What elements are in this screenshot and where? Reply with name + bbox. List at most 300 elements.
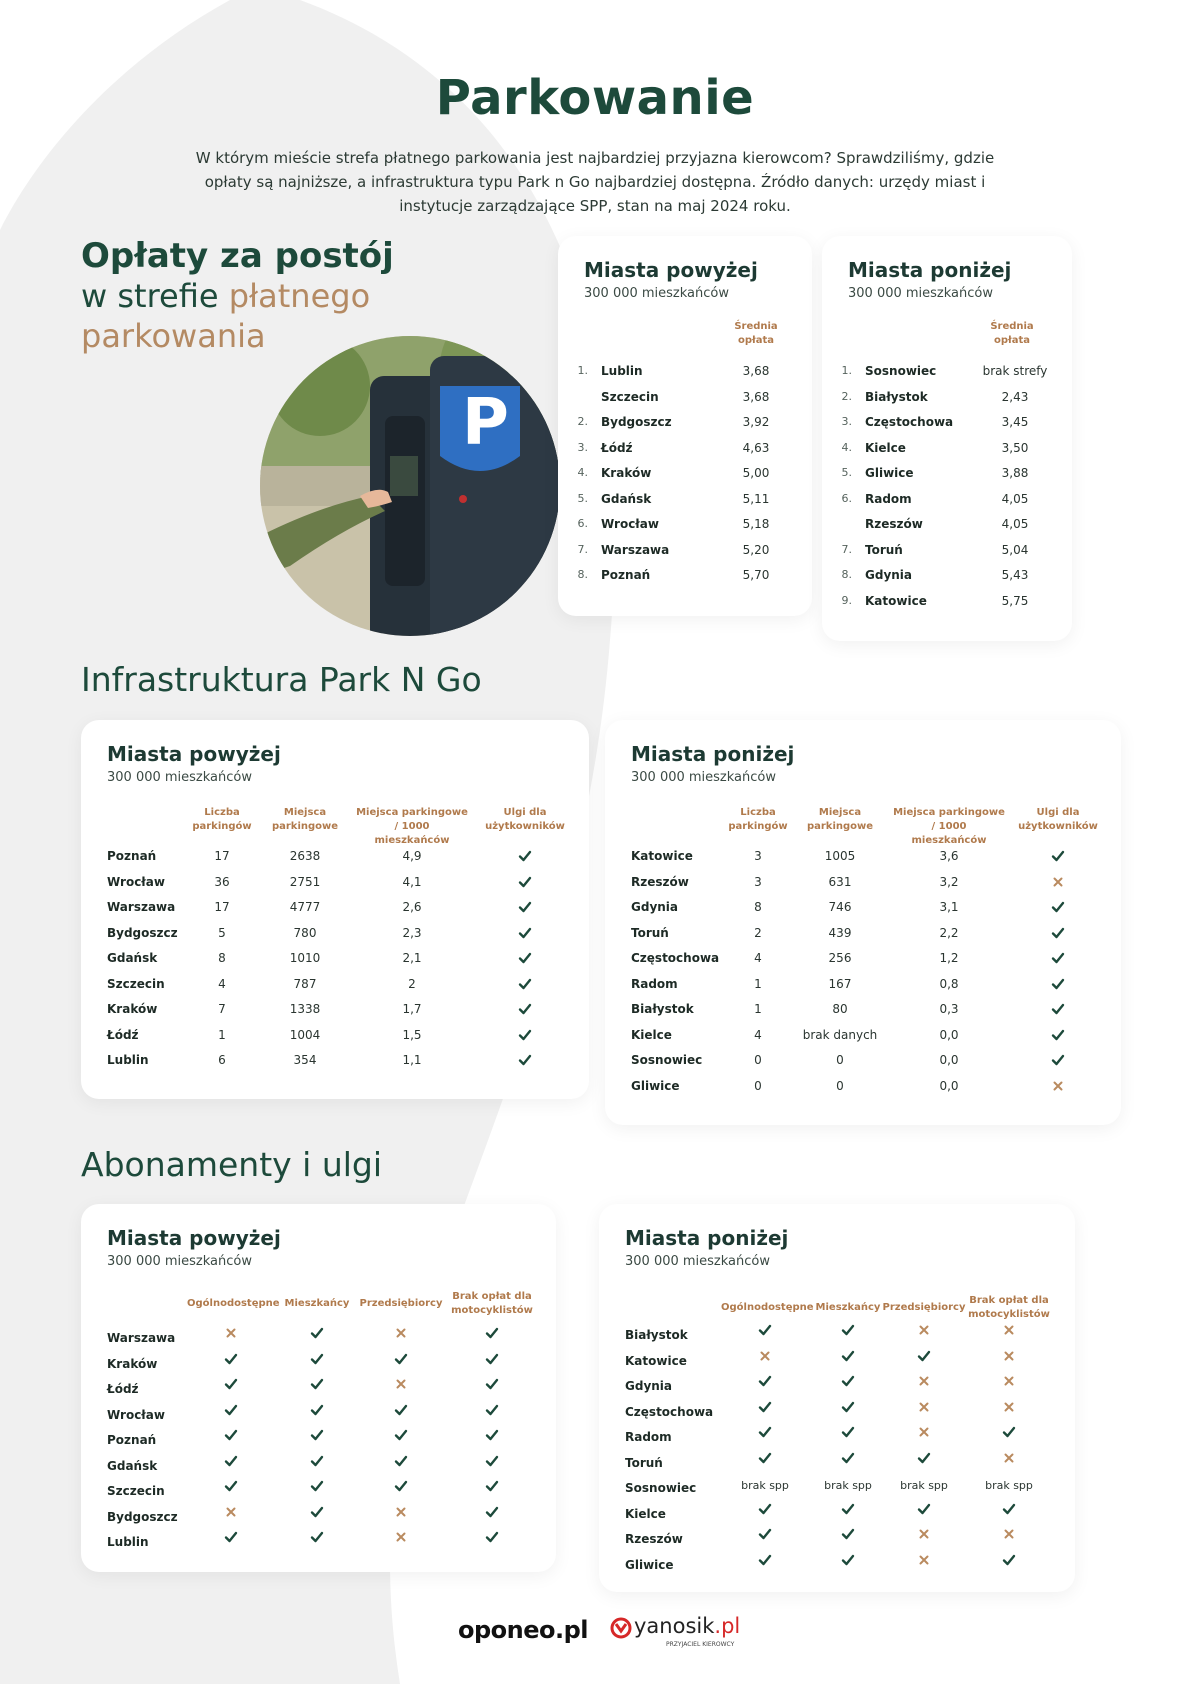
- col-header: Ogólnodostępne: [721, 1302, 814, 1313]
- col-header: Liczba parkingów: [728, 807, 788, 832]
- avg-fee: 3,50: [1001, 440, 1029, 455]
- spaces-per-1000: 2,2: [939, 925, 959, 940]
- parking-lots: 8: [218, 951, 226, 965]
- check-icon: [917, 1349, 931, 1363]
- cross-icon: [224, 1505, 238, 1519]
- yanosik-word: yanosik: [634, 1614, 715, 1638]
- city-name: Białystok: [865, 389, 928, 404]
- spaces-per-1000: 0,0: [939, 1078, 959, 1093]
- check-icon: [310, 1505, 324, 1519]
- parking-lots: 17: [214, 849, 230, 863]
- city-name: Gdynia: [631, 900, 679, 914]
- check-icon: [841, 1400, 855, 1414]
- spaces-per-1000: 4,1: [402, 874, 422, 889]
- parking-lots: 6: [218, 1053, 226, 1067]
- city-name: Katowice: [865, 593, 927, 608]
- check-icon: [917, 1502, 931, 1516]
- parking-spaces: 1004: [289, 1027, 321, 1042]
- avg-fee: 2,43: [1001, 389, 1029, 404]
- card-title: Miasta powyżej: [584, 258, 758, 282]
- check-icon: [485, 1530, 499, 1544]
- parking-lots: 3: [754, 874, 762, 889]
- city-name: Wrocław: [601, 517, 659, 531]
- spaces-per-1000: 2,6: [402, 900, 422, 914]
- fees-subheading-accent: płatnego: [228, 277, 371, 315]
- check-icon: [518, 926, 532, 940]
- check-icon: [917, 1451, 931, 1465]
- intro-text: W którym mieście strefa płatnego parkowania jest najbardziej przyjazna kierowcom? Sprawdziliśmy, gdzie opłaty są najniższe, a infrastruktura typu Park n Go najbardziej dostępna. Źródło danych: urzędy miast i instytucje zarządzające SPP, stan na maj 2024 roku.: [195, 149, 995, 215]
- avg-fee: 4,63: [742, 440, 770, 455]
- check-icon: [518, 977, 532, 991]
- city-name: Łódź: [107, 1027, 139, 1042]
- rank-number: [568, 389, 588, 405]
- check-icon: [758, 1374, 772, 1388]
- check-icon: [758, 1553, 772, 1567]
- page-title: Parkowanie: [435, 70, 755, 126]
- city-name: Radom: [625, 1430, 672, 1444]
- city-name: Bydgoszcz: [601, 415, 672, 429]
- parking-spaces: 787: [293, 976, 317, 991]
- city-name: Gdańsk: [601, 491, 652, 506]
- city-name: Szczecin: [107, 1484, 165, 1498]
- pngo-above-card: [81, 720, 589, 1099]
- parking-spaces: 4777: [289, 900, 321, 914]
- city-name: Sosnowiec: [865, 364, 937, 378]
- city-name: Warszawa: [107, 1331, 176, 1345]
- cross-icon: [1002, 1400, 1016, 1414]
- check-icon: [310, 1479, 324, 1493]
- card-subtitle: 300 000 mieszkańców: [625, 1254, 770, 1269]
- check-icon: [1002, 1425, 1016, 1439]
- city-name: Gdańsk: [107, 1458, 158, 1473]
- card-subtitle: 300 000 mieszkańców: [584, 286, 729, 301]
- check-icon: [310, 1403, 324, 1417]
- city-name: Poznań: [107, 849, 157, 863]
- avg-fee: 5,70: [742, 568, 770, 582]
- cell-value: brak spp: [741, 1479, 789, 1492]
- rank-number: 7.: [577, 542, 588, 556]
- col-header: Liczba parkingów: [192, 807, 252, 832]
- pngo-heading: Infrastruktura Park N Go: [81, 660, 482, 699]
- city-name: Gdynia: [865, 568, 913, 582]
- subs-above-card: [81, 1204, 556, 1572]
- check-icon: [485, 1428, 499, 1442]
- city-name: Częstochowa: [865, 415, 954, 429]
- parking-spaces: 631: [828, 874, 852, 889]
- yanosik-tagline: PRZYJACIEL KIEROWCY: [666, 1641, 735, 1648]
- parking-spaces: 2638: [289, 849, 321, 863]
- spaces-per-1000: 2,3: [402, 925, 422, 940]
- col-header: Przedsiębiorcy: [359, 1298, 443, 1309]
- card-subtitle: 300 000 mieszkańców: [107, 770, 252, 785]
- city-name: Kraków: [601, 466, 652, 480]
- city-name: Kielce: [625, 1506, 666, 1521]
- avg-fee: 3,68: [742, 364, 770, 378]
- check-icon: [1002, 1502, 1016, 1516]
- city-name: Toruń: [865, 542, 903, 557]
- avg-fee: 5,04: [1001, 542, 1029, 557]
- spaces-per-1000: 1,2: [939, 951, 959, 965]
- check-icon: [224, 1454, 238, 1468]
- cross-icon: [917, 1400, 931, 1414]
- card-subtitle: 300 000 mieszkańców: [631, 770, 776, 785]
- col-header: Miejsca parkingowe: [806, 807, 874, 832]
- check-icon: [485, 1326, 499, 1340]
- col-header: Ogólnodostępne: [187, 1298, 280, 1309]
- check-icon: [485, 1505, 499, 1519]
- fees-above-card: [558, 236, 812, 616]
- parking-spaces: 439: [828, 925, 852, 940]
- check-icon: [224, 1530, 238, 1544]
- check-icon: [224, 1479, 238, 1493]
- rank-number: 4.: [841, 440, 852, 454]
- cross-icon: [917, 1553, 931, 1567]
- check-icon: [394, 1479, 408, 1493]
- oponeo-logo: oponeo.pl: [458, 1616, 589, 1644]
- check-icon: [518, 1053, 532, 1067]
- parking-spaces: 2751: [289, 874, 321, 889]
- check-icon: [758, 1425, 772, 1439]
- spaces-per-1000: 4,9: [402, 849, 422, 863]
- city-name: Wrocław: [107, 1407, 165, 1422]
- check-icon: [758, 1451, 772, 1465]
- parking-lots: 36: [214, 874, 230, 889]
- card-title: Miasta poniżej: [848, 258, 1012, 282]
- card-subtitle: 300 000 mieszkańców: [848, 286, 993, 301]
- cross-icon: [1002, 1323, 1016, 1337]
- parking-sign-letter: P: [462, 386, 509, 460]
- rank-number: 9.: [841, 593, 852, 607]
- check-icon: [310, 1530, 324, 1544]
- col-header-avg-fee: Średnia opłata: [734, 321, 778, 346]
- city-name: Katowice: [625, 1353, 687, 1368]
- check-icon: [224, 1377, 238, 1391]
- cross-icon: [917, 1527, 931, 1541]
- city-name: Sosnowiec: [625, 1481, 697, 1495]
- footer-logos: [0, 1612, 1190, 1652]
- check-icon: [1051, 951, 1065, 965]
- check-icon: [224, 1428, 238, 1442]
- check-icon: [841, 1374, 855, 1388]
- parking-spaces: 1338: [289, 1002, 321, 1016]
- check-icon: [518, 875, 532, 889]
- col-header: Ulgi dla użytkowników: [485, 807, 565, 832]
- parking-lots: 8: [754, 900, 762, 914]
- avg-fee: 3,68: [742, 389, 770, 404]
- rank-number: 2.: [577, 415, 588, 428]
- cross-icon: [1002, 1451, 1016, 1465]
- check-icon: [518, 1028, 532, 1042]
- cross-icon: [394, 1326, 408, 1340]
- cross-icon: [1002, 1374, 1016, 1388]
- cross-icon: [758, 1349, 772, 1363]
- cross-icon: [1002, 1349, 1016, 1363]
- parking-lots: 0: [754, 1078, 762, 1093]
- parking-spaces: 0: [836, 1078, 844, 1093]
- yanosik-tld: .pl: [714, 1614, 741, 1638]
- avg-fee: 5,11: [742, 491, 770, 506]
- fees-below-card: [822, 236, 1072, 641]
- rank-number: 3.: [841, 415, 852, 428]
- check-icon: [1051, 1002, 1065, 1016]
- spaces-per-1000: 2,1: [402, 951, 422, 965]
- rank-number: [832, 516, 852, 532]
- city-name: Warszawa: [107, 900, 176, 914]
- check-icon: [485, 1352, 499, 1366]
- cross-icon: [394, 1505, 408, 1519]
- cell-value: brak spp: [985, 1479, 1033, 1492]
- card-title: Miasta poniżej: [631, 742, 795, 766]
- cross-icon: [394, 1377, 408, 1391]
- city-name: Łódź: [107, 1382, 139, 1396]
- parking-spaces: 1010: [289, 951, 321, 965]
- parking-lots: 5: [218, 925, 226, 940]
- check-icon: [518, 1002, 532, 1016]
- col-header: Mieszkańcy: [815, 1302, 881, 1313]
- rank-number: 8.: [577, 568, 588, 581]
- parking-spaces: 0: [836, 1053, 844, 1067]
- yanosik-icon: [610, 1617, 632, 1639]
- check-icon: [841, 1349, 855, 1363]
- card-subtitle: 300 000 mieszkańców: [107, 1254, 252, 1269]
- check-icon: [1051, 977, 1065, 991]
- city-name: Kraków: [107, 1002, 158, 1016]
- check-icon: [841, 1425, 855, 1439]
- spaces-per-1000: 3,1: [939, 900, 959, 914]
- parking-lots: 2: [754, 925, 762, 940]
- cell-value: brak spp: [824, 1479, 872, 1492]
- city-name: Lublin: [107, 1053, 149, 1067]
- city-name: Poznań: [107, 1433, 157, 1447]
- check-icon: [758, 1400, 772, 1414]
- parking-spaces: 256: [828, 951, 852, 965]
- city-name: Łódź: [601, 440, 633, 455]
- parking-spaces: 80: [832, 1002, 848, 1016]
- avg-fee: brak strefy: [982, 364, 1048, 378]
- check-icon: [310, 1326, 324, 1340]
- avg-fee: 5,18: [742, 517, 770, 531]
- city-name: Szczecin: [601, 389, 659, 404]
- spaces-per-1000: 3,2: [939, 874, 959, 889]
- city-name: Kraków: [107, 1356, 158, 1371]
- check-icon: [758, 1323, 772, 1337]
- city-name: Warszawa: [601, 542, 670, 557]
- pngo-below-card: [605, 720, 1121, 1125]
- check-icon: [485, 1377, 499, 1391]
- check-icon: [841, 1451, 855, 1465]
- check-icon: [1051, 926, 1065, 940]
- parking-lots: 1: [218, 1027, 226, 1042]
- rank-number: 2.: [841, 389, 852, 403]
- city-name: Kielce: [865, 440, 906, 455]
- avg-fee: 4,05: [1001, 517, 1029, 531]
- check-icon: [1051, 1053, 1065, 1067]
- col-header: Miejsca parkingowe / 1000 mieszkańców: [893, 807, 1005, 846]
- city-name: Gdynia: [625, 1379, 673, 1393]
- spaces-per-1000: 3,6: [939, 849, 959, 863]
- city-name: Gliwice: [631, 1078, 680, 1093]
- parking-lots: 4: [754, 951, 762, 965]
- parking-meter-photo: [260, 336, 560, 636]
- city-name: Bydgoszcz: [107, 925, 178, 940]
- col-header: Przedsiębiorcy: [882, 1302, 966, 1313]
- city-name: Wrocław: [107, 874, 165, 889]
- city-name: Rzeszów: [865, 517, 923, 531]
- cross-icon: [917, 1425, 931, 1439]
- col-header: Miejsca parkingowe / 1000 mieszkańców: [356, 807, 468, 846]
- parking-spaces: 354: [293, 1053, 317, 1067]
- city-name: Poznań: [601, 568, 651, 582]
- avg-fee: 5,00: [742, 466, 770, 480]
- parking-spaces: 780: [293, 925, 317, 940]
- rank-number: 4.: [577, 466, 588, 479]
- spaces-per-1000: 0,0: [939, 1027, 959, 1042]
- spaces-per-1000: 0,3: [939, 1002, 959, 1016]
- city-name: Gliwice: [625, 1557, 674, 1572]
- city-name: Rzeszów: [631, 874, 689, 889]
- city-name: Częstochowa: [625, 1404, 714, 1419]
- spaces-per-1000: 2: [408, 976, 416, 991]
- fees-subheading-accent-2: parkowania: [81, 317, 266, 355]
- check-icon: [394, 1352, 408, 1366]
- city-name: Lublin: [601, 364, 643, 378]
- parking-lots: 1: [754, 976, 762, 991]
- check-icon: [394, 1454, 408, 1468]
- parking-lots: 4: [754, 1027, 762, 1042]
- check-icon: [518, 900, 532, 914]
- check-icon: [310, 1377, 324, 1391]
- city-name: Białystok: [625, 1328, 688, 1342]
- cross-icon: [224, 1326, 238, 1340]
- check-icon: [310, 1352, 324, 1366]
- rank-number: 6.: [841, 491, 852, 505]
- city-name: Toruń: [625, 1455, 663, 1470]
- rank-number: 6.: [577, 517, 588, 530]
- check-icon: [485, 1403, 499, 1417]
- city-name: Szczecin: [107, 976, 165, 991]
- check-icon: [224, 1352, 238, 1366]
- parking-spaces: 1005: [824, 849, 856, 863]
- city-name: Rzeszów: [625, 1532, 683, 1546]
- avg-fee: 3,45: [1001, 415, 1029, 429]
- col-header-avg-fee: Średnia opłata: [990, 321, 1034, 346]
- check-icon: [485, 1454, 499, 1468]
- city-name: Radom: [865, 491, 912, 506]
- check-icon: [394, 1403, 408, 1417]
- spaces-per-1000: 1,7: [402, 1002, 422, 1016]
- parking-spaces: 746: [828, 900, 852, 914]
- check-icon: [841, 1502, 855, 1516]
- check-icon: [1002, 1553, 1016, 1567]
- cross-icon: [1051, 875, 1065, 889]
- city-name: Kielce: [631, 1027, 672, 1042]
- city-name: Radom: [631, 976, 678, 991]
- check-icon: [841, 1527, 855, 1541]
- check-icon: [310, 1454, 324, 1468]
- cell-value: brak spp: [900, 1479, 948, 1492]
- check-icon: [841, 1323, 855, 1337]
- city-name: Gliwice: [865, 466, 914, 480]
- avg-fee: 5,43: [1001, 568, 1029, 582]
- rank-number: 1.: [841, 364, 852, 377]
- avg-fee: 5,20: [742, 542, 770, 557]
- parking-lots: 1: [754, 1002, 762, 1016]
- col-header: Brak opłat dla motocyklistów: [451, 1291, 533, 1316]
- spaces-per-1000: 1,1: [402, 1053, 422, 1067]
- rank-number: 8.: [841, 568, 852, 581]
- parking-spaces: 167: [828, 976, 852, 991]
- rank-number: 5.: [841, 466, 852, 479]
- check-icon: [758, 1502, 772, 1516]
- card-title: Miasta powyżej: [107, 742, 281, 766]
- spaces-per-1000: 1,5: [402, 1027, 422, 1042]
- city-name: Katowice: [631, 849, 693, 863]
- col-header: Miejsca parkingowe: [271, 807, 339, 832]
- spaces-per-1000: 0,8: [939, 976, 959, 991]
- col-header: Brak opłat dla motocyklistów: [968, 1295, 1050, 1320]
- card-title: Miasta powyżej: [107, 1226, 281, 1250]
- parking-lots: 3: [754, 849, 762, 863]
- rank-number: 1.: [577, 364, 588, 377]
- check-icon: [1051, 849, 1065, 863]
- fees-subheading-plain: w strefie: [81, 277, 229, 315]
- rank-number: 3.: [577, 440, 588, 454]
- avg-fee: 5,75: [1001, 593, 1029, 608]
- rank-number: 7.: [841, 542, 852, 556]
- city-name: Białystok: [631, 1002, 694, 1016]
- col-header: Mieszkańcy: [284, 1298, 350, 1309]
- check-icon: [758, 1527, 772, 1541]
- check-icon: [224, 1403, 238, 1417]
- rank-number: 5.: [577, 491, 588, 505]
- cross-icon: [394, 1530, 408, 1544]
- cross-icon: [1002, 1527, 1016, 1541]
- check-icon: [394, 1428, 408, 1442]
- parking-lots: 0: [754, 1053, 762, 1067]
- cross-icon: [1051, 1079, 1065, 1093]
- city-name: Gdańsk: [107, 951, 158, 965]
- parking-lots: 17: [214, 900, 230, 914]
- check-icon: [518, 951, 532, 965]
- yanosik-name: [634, 1614, 740, 1638]
- cross-icon: [917, 1323, 931, 1337]
- check-icon: [841, 1553, 855, 1567]
- card-title: Miasta poniżej: [625, 1226, 789, 1250]
- check-icon: [310, 1428, 324, 1442]
- fees-heading: Opłaty za postój: [81, 236, 394, 276]
- city-name: Bydgoszcz: [107, 1509, 178, 1524]
- city-name: Lublin: [107, 1535, 149, 1549]
- check-icon: [485, 1479, 499, 1493]
- check-icon: [1051, 1028, 1065, 1042]
- parking-spaces: brak danych: [802, 1027, 878, 1042]
- avg-fee: 3,88: [1001, 466, 1029, 480]
- city-name: Sosnowiec: [631, 1053, 703, 1067]
- city-name: Toruń: [631, 925, 669, 940]
- check-icon: [518, 849, 532, 863]
- subs-below-card: [599, 1204, 1075, 1592]
- city-name: Częstochowa: [631, 951, 720, 965]
- parking-lots: 4: [218, 976, 226, 991]
- col-header: Ulgi dla użytkowników: [1018, 807, 1098, 832]
- spaces-per-1000: 0,0: [939, 1053, 959, 1067]
- avg-fee: 3,92: [742, 415, 770, 429]
- avg-fee: 4,05: [1001, 491, 1029, 506]
- cross-icon: [917, 1374, 931, 1388]
- subs-heading: Abonamenty i ulgi: [81, 1145, 383, 1184]
- parking-lots: 7: [218, 1002, 226, 1016]
- check-icon: [1051, 900, 1065, 914]
